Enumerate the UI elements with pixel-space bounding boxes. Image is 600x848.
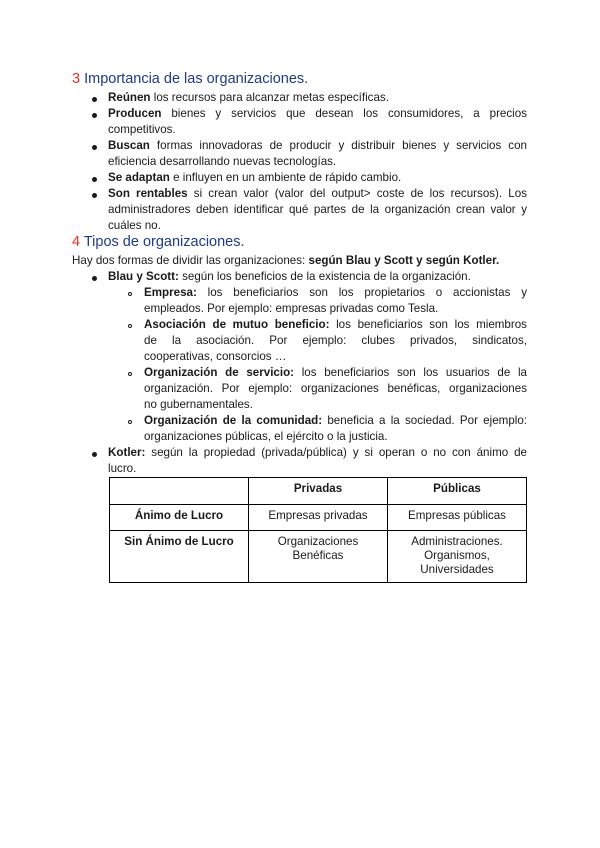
item-keyword: Buscan [108, 139, 150, 152]
cell-line: Benéficas [292, 549, 344, 562]
table-row [110, 505, 527, 531]
list-item-kotler [108, 445, 527, 461]
list-item [108, 90, 389, 106]
sub-item-text: los beneficiarios son los usuarios de la [294, 366, 527, 379]
section-3-heading [72, 71, 308, 87]
list-item-blau-scott [108, 269, 471, 285]
table-cell: Empresas privadas [249, 505, 388, 531]
circle-bullet-icon [128, 420, 132, 424]
item-text-continued: cuáles no. [108, 219, 161, 232]
sub-item-text-continued: empleados. Por ejemplo: empresas privadas como Tesla. [144, 302, 439, 315]
section-title: Tipos de organizaciones. [83, 234, 245, 250]
table-header-cell [110, 478, 249, 505]
table-cell: Empresas públicas [388, 505, 527, 531]
sub-item-servicio [144, 365, 527, 381]
item-text: según los beneficios de la existencia de la organización. [178, 270, 471, 283]
bullet-icon [92, 276, 97, 281]
sub-item-text: los beneficiarios son los propietarios o accionistas y [196, 286, 527, 299]
list-item [108, 106, 527, 122]
item-text-continued: lucro. [108, 462, 137, 475]
sub-item-text-continued: no gubernamentales. [144, 398, 253, 411]
sub-item-asociacion [144, 317, 527, 333]
sub-item-empresa [144, 285, 527, 301]
cell-line: Organismos, [424, 549, 490, 562]
list-item [108, 138, 527, 154]
table-cell [249, 531, 388, 583]
intro-text: Hay dos formas de dividir las organizaciones: [72, 254, 309, 267]
bullet-icon [92, 145, 97, 150]
sub-item-keyword: Organización de la comunidad: [144, 414, 323, 427]
item-text: bienes y servicios que desean los consumidores, a precios [161, 107, 527, 120]
item-keyword: Se adaptan [108, 171, 170, 184]
item-text: los recursos para alcanzar metas específicas. [150, 91, 389, 104]
table-header-cell: Privadas [249, 478, 388, 505]
item-text: formas innovadoras de producir y distribuir bienes y servicios con [149, 139, 527, 152]
bullet-icon [92, 193, 97, 198]
table-row-label: Sin Ánimo de Lucro [110, 531, 249, 583]
sub-item-text-continued: de la asociación. Por ejemplo: clubes privados, sindicatos, [144, 334, 527, 347]
sub-item-text-continued: organización. Por ejemplo: organizaciones benéficas, organizaciones [144, 382, 527, 395]
section-number: 4 [72, 234, 81, 250]
circle-bullet-icon [128, 324, 132, 328]
circle-bullet-icon [128, 372, 132, 376]
sub-item-text: beneficia a la sociedad. Por ejemplo: [322, 414, 528, 427]
item-keyword: Producen [108, 107, 162, 120]
bullet-icon [92, 452, 97, 457]
sub-item-text-continued: cooperativas, consorcios … [144, 350, 287, 363]
item-text-continued: eficiencia desarrollando nuevas tecnologías. [108, 155, 337, 168]
table-header-cell: Públicas [388, 478, 527, 505]
cell-line: Administraciones. [411, 535, 503, 548]
bullet-icon [92, 177, 97, 182]
sub-item-text: los beneficiarios son los miembros [329, 318, 527, 331]
item-keyword: Reúnen [108, 91, 151, 104]
item-text-continued: competitivos. [108, 123, 176, 136]
section-number: 3 [72, 71, 81, 87]
table-row-label: Ánimo de Lucro [110, 505, 249, 531]
sub-item-keyword: Empresa: [144, 286, 197, 299]
sub-item-comunidad [144, 413, 527, 429]
list-item [108, 170, 401, 186]
cell-line: Organizaciones [277, 535, 359, 548]
intro-bold: según Blau y Scott y según Kotler. [308, 254, 500, 267]
item-keyword: Blau y Scott: [108, 270, 179, 283]
sub-item-keyword: Asociación de mutuo beneficio: [144, 318, 330, 331]
bullet-icon [92, 97, 97, 102]
table-header-row [110, 478, 527, 505]
list-item [108, 186, 527, 202]
organizations-table [109, 477, 527, 583]
intro-paragraph [72, 253, 499, 269]
section-4-heading [72, 234, 245, 250]
table-row [110, 531, 527, 583]
item-text-continued: administradores deben identificar qué partes de la organización crean valor y [108, 203, 527, 216]
item-text: si crean valor (valor del output> coste de los recursos). Los [187, 187, 527, 200]
circle-bullet-icon [128, 292, 132, 296]
bullet-icon [92, 113, 97, 118]
item-keyword: Son rentables [108, 187, 188, 200]
item-text: e influyen en un ambiente de rápido cambio. [169, 171, 402, 184]
sub-item-keyword: Organización de servicio: [144, 366, 295, 379]
item-text: según la propiedad (privada/pública) y si operan o no con ánimo de [145, 446, 527, 459]
table-cell [388, 531, 527, 583]
section-title: Importancia de las organizaciones. [84, 71, 309, 87]
sub-item-text-continued: organizaciones públicas, el ejército o la justicia. [144, 430, 388, 443]
cell-line: Universidades [420, 563, 494, 576]
item-keyword: Kotler: [108, 446, 146, 459]
